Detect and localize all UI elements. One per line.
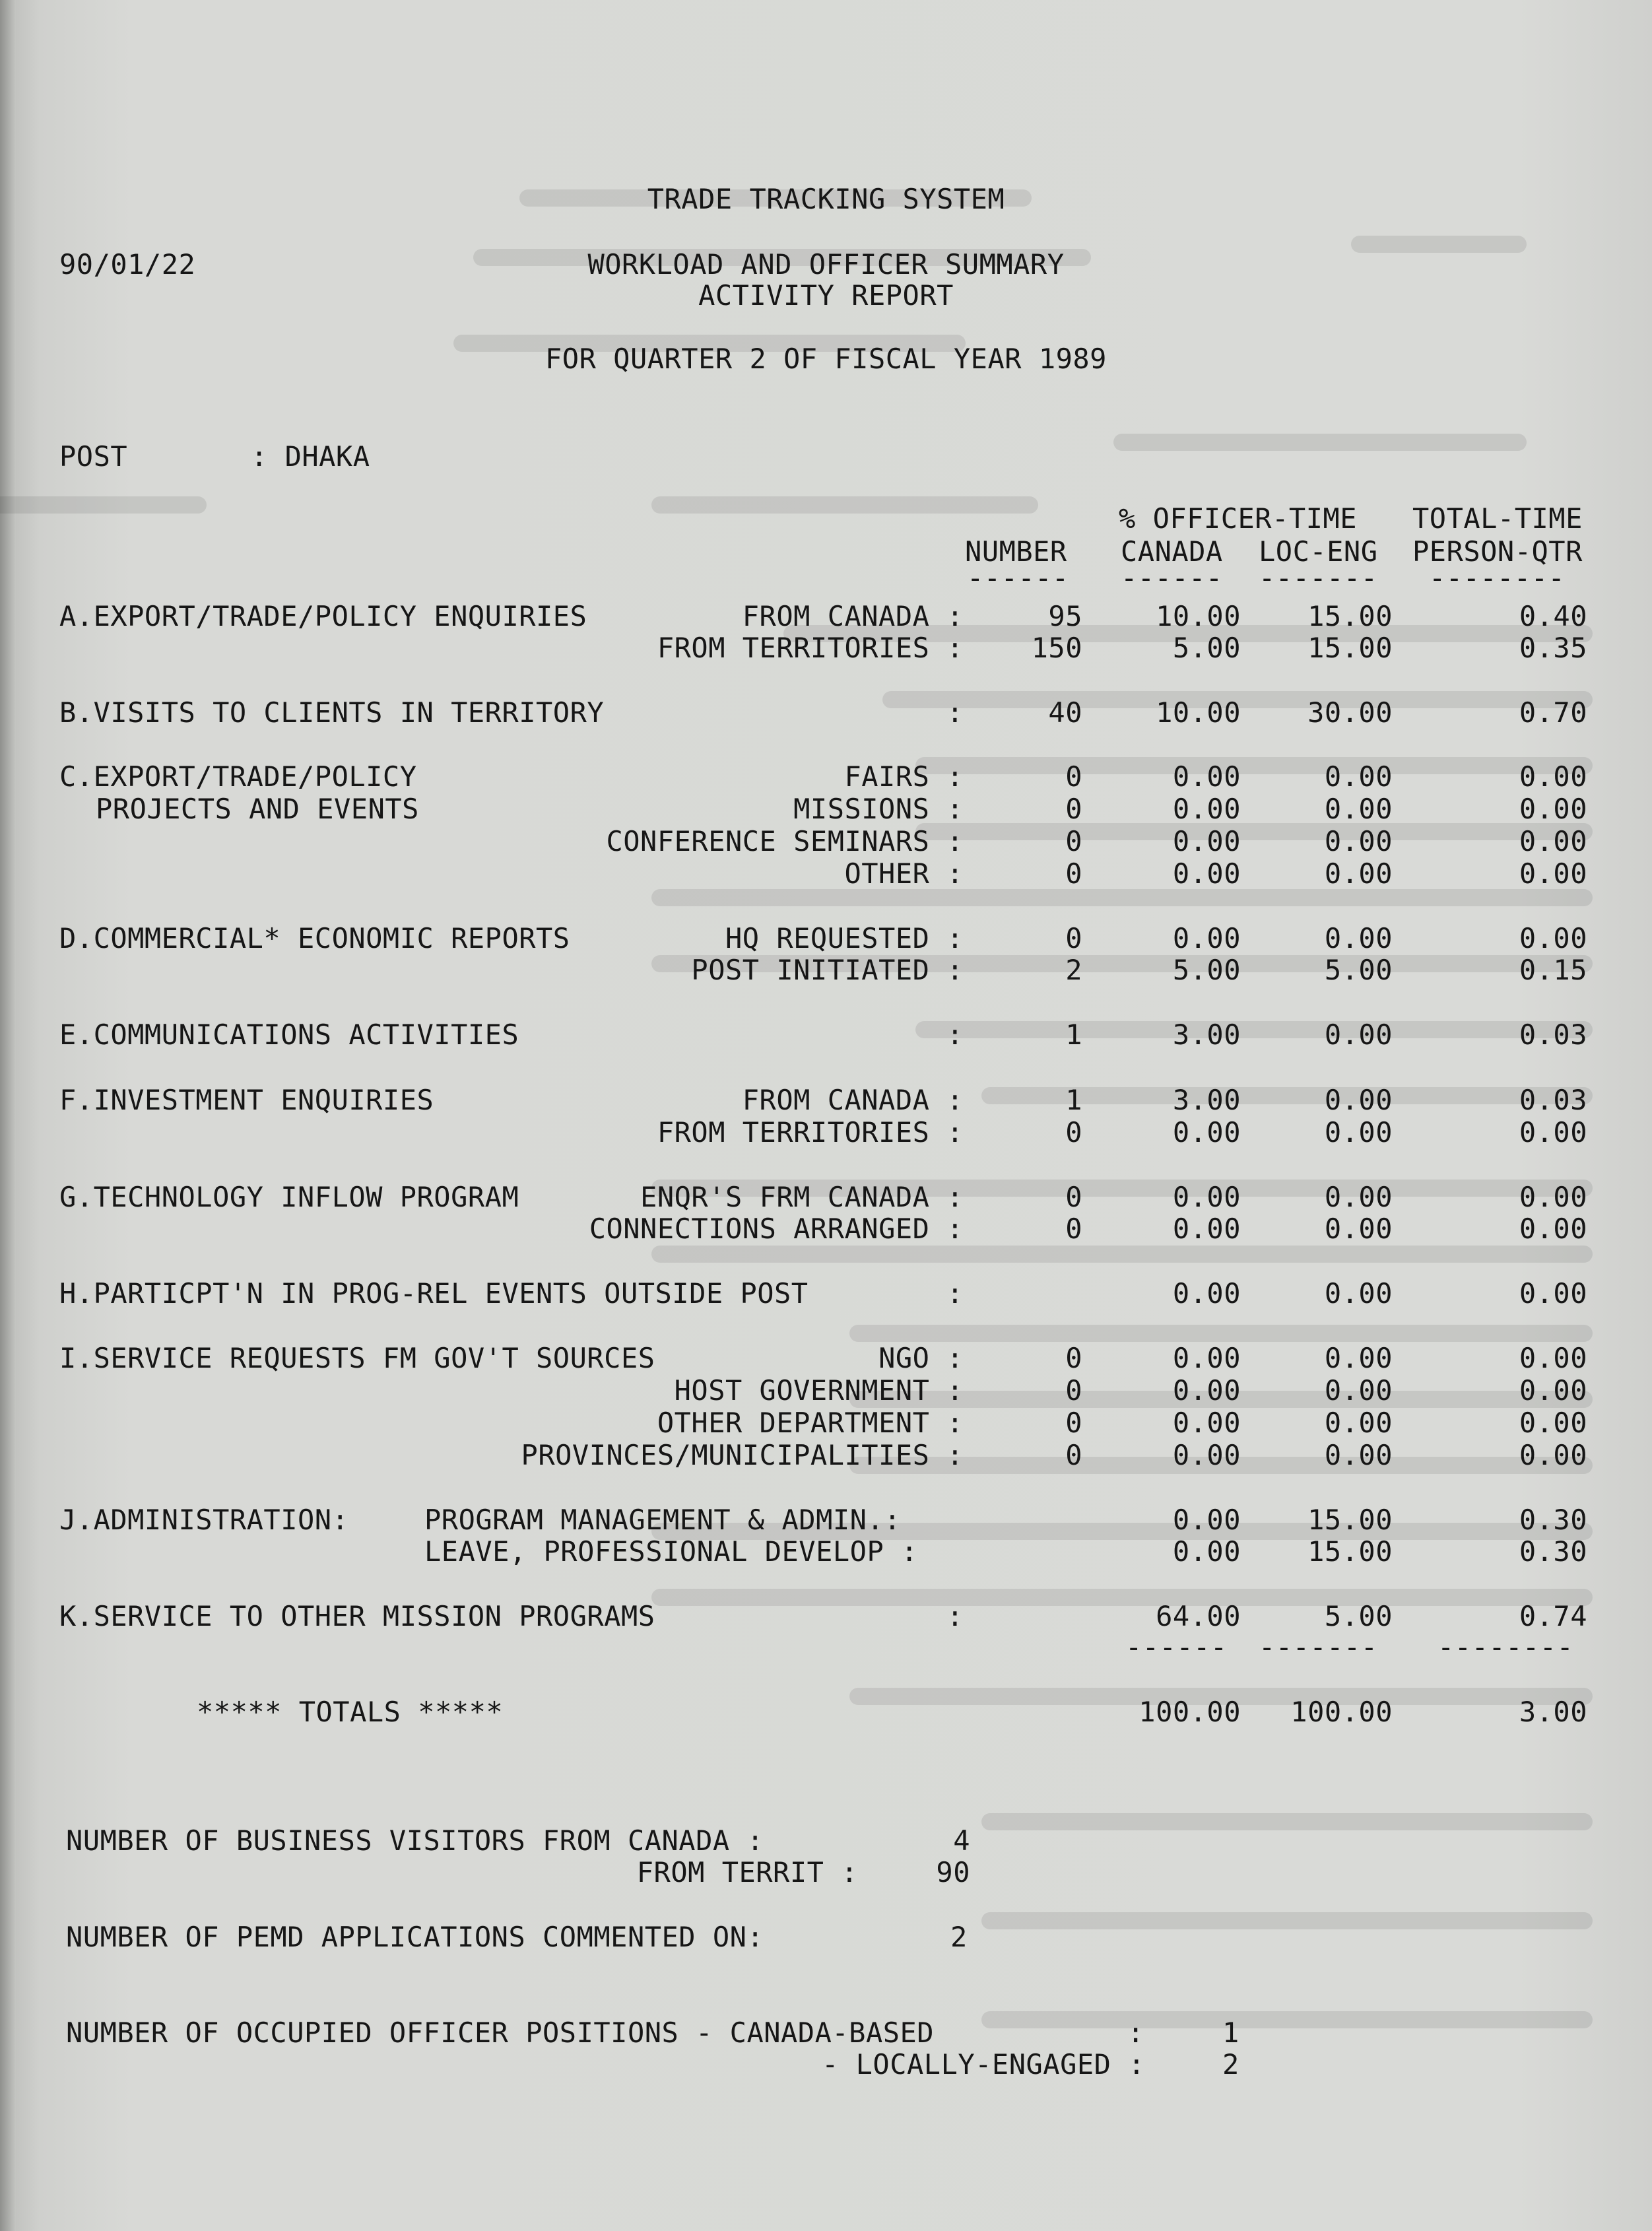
row-canada-pct: 0.00 [1172, 1277, 1241, 1310]
row-number: 0 [1065, 1213, 1082, 1245]
row-person-qtr: 0.15 [1519, 954, 1587, 986]
totals-rule-loceng: ------- [1259, 1631, 1378, 1663]
section-k-title: K.SERVICE TO OTHER MISSION PROGRAMS [59, 1600, 655, 1632]
row-person-qtr: 0.00 [1519, 1407, 1587, 1439]
totals-canada-pct: 100.00 [1139, 1696, 1241, 1728]
row-canada-pct: 0.00 [1172, 760, 1241, 793]
row-number: 0 [1065, 1181, 1082, 1213]
report-period: FOR QUARTER 2 OF FISCAL YEAR 1989 [545, 343, 1107, 375]
row-loceng-pct: 5.00 [1324, 1600, 1393, 1632]
row-person-qtr: 0.35 [1519, 632, 1587, 664]
row-canada-pct: 0.00 [1172, 922, 1241, 954]
pct-officer-time-header: % OFFICER-TIME [1119, 502, 1358, 535]
row-person-qtr: 0.74 [1519, 1600, 1587, 1632]
report-title: WORKLOAD AND OFFICER SUMMARY [587, 248, 1065, 281]
section-f-title: F.INVESTMENT ENQUIRIES [59, 1084, 434, 1116]
row-loceng-pct: 15.00 [1307, 1535, 1393, 1568]
row-number: 0 [1065, 1374, 1082, 1407]
row-label: PROGRAM MANAGEMENT & ADMIN.: [424, 1504, 902, 1536]
row-loceng-pct: 15.00 [1307, 1504, 1393, 1536]
scan-edge-shadow [0, 0, 16, 2231]
row-number: 150 [1031, 632, 1082, 664]
row-number: 0 [1065, 922, 1082, 954]
row-label: LEAVE, PROFESSIONAL DEVELOP : [424, 1535, 918, 1568]
row-label: FAIRS : [844, 760, 964, 793]
row-loceng-pct: 0.00 [1324, 793, 1393, 825]
pemd-applications-label: NUMBER OF PEMD APPLICATIONS COMMENTED ON: [66, 1921, 764, 1953]
row-label: : [946, 1600, 964, 1632]
row-canada-pct: 0.00 [1172, 1407, 1241, 1439]
row-label: PROVINCES/MUNICIPALITIES : [521, 1439, 964, 1471]
row-canada-pct: 64.00 [1156, 1600, 1241, 1632]
row-canada-pct: 0.00 [1172, 1342, 1241, 1374]
row-canada-pct: 0.00 [1172, 825, 1241, 857]
row-loceng-pct: 0.00 [1324, 1084, 1393, 1116]
row-loceng-pct: 15.00 [1307, 632, 1393, 664]
occupied-positions-label: NUMBER OF OCCUPIED OFFICER POSITIONS - CANADA-BASED [66, 2016, 935, 2049]
row-loceng-pct: 0.00 [1324, 1018, 1393, 1051]
row-person-qtr: 0.00 [1519, 1181, 1587, 1213]
row-person-qtr: 0.00 [1519, 1277, 1587, 1310]
business-visitors-territ-label: FROM TERRIT : [636, 1856, 858, 1888]
report-date: 90/01/22 [59, 248, 196, 281]
row-canada-pct: 0.00 [1172, 1213, 1241, 1245]
business-visitors-territ: 90 [936, 1856, 970, 1888]
occupied-positions-colon: : [1127, 2016, 1144, 2049]
row-canada-pct: 10.00 [1156, 600, 1241, 632]
row-number: 1 [1065, 1084, 1082, 1116]
totals-loceng-pct: 100.00 [1290, 1696, 1393, 1728]
row-canada-pct: 3.00 [1172, 1084, 1241, 1116]
row-canada-pct: 3.00 [1172, 1018, 1241, 1051]
row-number: 2 [1065, 954, 1082, 986]
totals-rule-canada: ------ [1125, 1631, 1228, 1663]
row-loceng-pct: 0.00 [1324, 1213, 1393, 1245]
row-number: 0 [1065, 857, 1082, 890]
row-person-qtr: 0.00 [1519, 922, 1587, 954]
row-person-qtr: 0.00 [1519, 1213, 1587, 1245]
row-label: FROM CANADA : [742, 1084, 964, 1116]
row-canada-pct: 0.00 [1172, 1504, 1241, 1536]
row-number: 0 [1065, 760, 1082, 793]
section-i-title: I.SERVICE REQUESTS FM GOV'T SOURCES [59, 1342, 655, 1374]
system-title: TRADE TRACKING SYSTEM [647, 183, 1005, 215]
row-number: 95 [1048, 600, 1082, 632]
row-loceng-pct: 5.00 [1324, 954, 1393, 986]
row-loceng-pct: 0.00 [1324, 1439, 1393, 1471]
row-label: : [946, 696, 964, 729]
row-person-qtr: 0.00 [1519, 1439, 1587, 1471]
row-label: NGO : [878, 1342, 964, 1374]
row-loceng-pct: 0.00 [1324, 760, 1393, 793]
row-number: 0 [1065, 1342, 1082, 1374]
row-canada-pct: 5.00 [1172, 632, 1241, 664]
row-person-qtr: 0.00 [1519, 1116, 1587, 1149]
pemd-applications-value: 2 [950, 1921, 968, 1953]
row-number: 0 [1065, 1116, 1082, 1149]
person-qtr-header: PERSON-QTR [1412, 535, 1583, 568]
row-label: FROM CANADA : [742, 600, 964, 632]
row-label: OTHER DEPARTMENT : [657, 1407, 964, 1439]
section-b-title: B.VISITS TO CLIENTS IN TERRITORY [59, 696, 605, 729]
section-c-subtitle: PROJECTS AND EVENTS [96, 793, 419, 825]
section-d-title: D.COMMERCIAL* ECONOMIC REPORTS [59, 922, 570, 954]
post-label: POST [59, 440, 128, 473]
row-label: ENQR'S FRM CANADA : [640, 1181, 964, 1213]
row-loceng-pct: 0.00 [1324, 1407, 1393, 1439]
header-rule-person: -------- [1429, 562, 1566, 594]
row-person-qtr: 0.30 [1519, 1504, 1587, 1536]
row-label: POST INITIATED : [691, 954, 964, 986]
occupied-positions-local-label: - LOCALLY-ENGAGED : [822, 2048, 1145, 2081]
row-canada-pct: 0.00 [1172, 1535, 1241, 1568]
row-loceng-pct: 0.00 [1324, 922, 1393, 954]
occupied-positions-canada: 1 [1222, 2016, 1239, 2049]
row-canada-pct: 0.00 [1172, 1439, 1241, 1471]
totals-label: ***** TOTALS ***** [197, 1696, 504, 1728]
row-person-qtr: 0.40 [1519, 600, 1587, 632]
header-rule-number: ------ [967, 562, 1069, 594]
row-person-qtr: 0.00 [1519, 857, 1587, 890]
business-visitors-canada: 4 [953, 1824, 970, 1857]
header-rule-loceng: ------- [1259, 562, 1378, 594]
row-label: MISSIONS : [793, 793, 964, 825]
section-c-title: C.EXPORT/TRADE/POLICY [59, 760, 417, 793]
section-j-title: J.ADMINISTRATION: [59, 1504, 349, 1536]
row-number: 40 [1048, 696, 1082, 729]
row-person-qtr: 0.00 [1519, 1374, 1587, 1407]
business-visitors-label: NUMBER OF BUSINESS VISITORS FROM CANADA : [66, 1824, 764, 1857]
row-person-qtr: 0.00 [1519, 760, 1587, 793]
totals-rule-person: -------- [1437, 1631, 1574, 1663]
post-value: : DHAKA [251, 440, 370, 473]
row-number: 1 [1065, 1018, 1082, 1051]
row-canada-pct: 5.00 [1172, 954, 1241, 986]
row-canada-pct: 0.00 [1172, 857, 1241, 890]
row-person-qtr: 0.30 [1519, 1535, 1587, 1568]
row-number: 0 [1065, 793, 1082, 825]
row-canada-pct: 0.00 [1172, 1181, 1241, 1213]
row-canada-pct: 0.00 [1172, 1116, 1241, 1149]
row-person-qtr: 0.00 [1519, 793, 1587, 825]
row-loceng-pct: 15.00 [1307, 600, 1393, 632]
row-person-qtr: 0.03 [1519, 1018, 1587, 1051]
row-loceng-pct: 0.00 [1324, 1277, 1393, 1310]
row-label: HOST GOVERNMENT : [674, 1374, 964, 1407]
section-h-title: H.PARTICPT'N IN PROG-REL EVENTS OUTSIDE POST [59, 1277, 809, 1310]
row-label: CONFERENCE SEMINARS : [606, 825, 964, 857]
row-loceng-pct: 0.00 [1324, 825, 1393, 857]
row-label: FROM TERRITORIES : [657, 1116, 964, 1149]
row-number: 0 [1065, 825, 1082, 857]
row-label: : [946, 1277, 964, 1310]
row-label: OTHER : [844, 857, 964, 890]
section-e-title: E.COMMUNICATIONS ACTIVITIES [59, 1018, 519, 1051]
number-header: NUMBER [965, 535, 1067, 568]
row-person-qtr: 0.70 [1519, 696, 1587, 729]
row-label: HQ REQUESTED : [725, 922, 964, 954]
loc-eng-header: LOC-ENG [1259, 535, 1378, 568]
report-subtitle: ACTIVITY REPORT [698, 279, 954, 312]
total-time-header: TOTAL-TIME [1412, 502, 1583, 535]
row-canada-pct: 0.00 [1172, 1374, 1241, 1407]
row-loceng-pct: 30.00 [1307, 696, 1393, 729]
row-person-qtr: 0.00 [1519, 1342, 1587, 1374]
canada-header: CANADA [1121, 535, 1223, 568]
row-label: : [946, 1018, 964, 1051]
row-loceng-pct: 0.00 [1324, 1342, 1393, 1374]
row-loceng-pct: 0.00 [1324, 857, 1393, 890]
row-canada-pct: 0.00 [1172, 793, 1241, 825]
row-loceng-pct: 0.00 [1324, 1116, 1393, 1149]
row-canada-pct: 10.00 [1156, 696, 1241, 729]
header-rule-canada: ------ [1121, 562, 1223, 594]
section-a-title: A.EXPORT/TRADE/POLICY ENQUIRIES [59, 600, 587, 632]
row-number: 0 [1065, 1407, 1082, 1439]
section-g-title: G.TECHNOLOGY INFLOW PROGRAM [59, 1181, 519, 1213]
row-loceng-pct: 0.00 [1324, 1181, 1393, 1213]
occupied-positions-local: 2 [1222, 2048, 1239, 2081]
totals-person-qtr: 3.00 [1519, 1696, 1587, 1728]
row-label: FROM TERRITORIES : [657, 632, 964, 664]
row-loceng-pct: 0.00 [1324, 1374, 1393, 1407]
row-person-qtr: 0.00 [1519, 825, 1587, 857]
row-person-qtr: 0.03 [1519, 1084, 1587, 1116]
row-label: CONNECTIONS ARRANGED : [589, 1213, 964, 1245]
row-number: 0 [1065, 1439, 1082, 1471]
